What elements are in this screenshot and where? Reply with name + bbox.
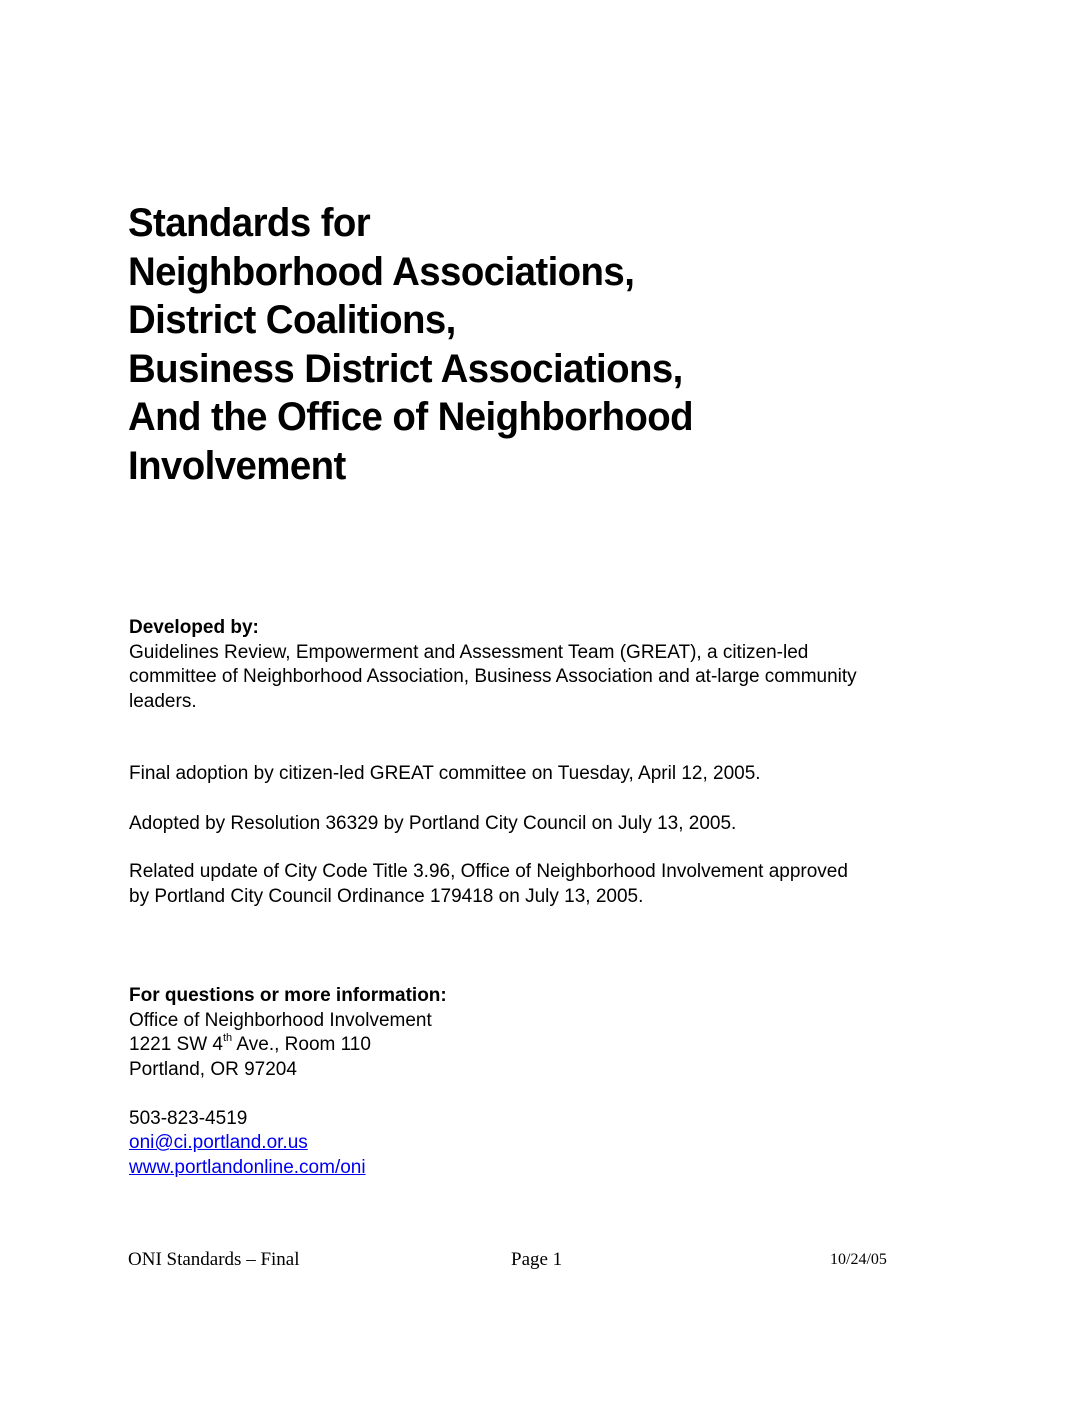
developed-by-text: leaders. bbox=[129, 690, 197, 712]
title-line: And the Office of Neighborhood bbox=[128, 395, 694, 439]
spacer bbox=[129, 1082, 989, 1107]
contact-section bbox=[129, 984, 989, 1180]
contact-phone: 503-823-4519 bbox=[129, 1107, 248, 1129]
final-adoption-text: Final adoption by citizen-led GREAT committee on Tuesday, April 12, 2005. bbox=[129, 763, 761, 784]
developed-by-section bbox=[129, 616, 989, 714]
related-update-text: Related update of City Code Title 3.96, Office of Neighborhood Involvement approved bbox=[129, 861, 848, 882]
email-line bbox=[129, 1131, 989, 1156]
resolution-text: Adopted by Resolution 36329 by Portland City Council on July 13, 2005. bbox=[129, 813, 737, 834]
title-line: Neighborhood Associations, bbox=[128, 249, 635, 294]
related-update-section bbox=[129, 860, 989, 909]
footer-date: 10/24/05 bbox=[830, 1251, 887, 1268]
resolution-section bbox=[129, 812, 989, 837]
website-line bbox=[129, 1156, 989, 1181]
final-adoption-section bbox=[129, 762, 989, 787]
document-title bbox=[128, 199, 888, 490]
related-update-text: by Portland City Council Ordinance 179418 on July 13, 2005. bbox=[129, 885, 644, 907]
contact-office: Office of Neighborhood Involvement bbox=[129, 1009, 432, 1031]
website-link[interactable]: www.portlandonline.com/oni bbox=[129, 1156, 366, 1178]
contact-address bbox=[129, 1033, 989, 1058]
developed-by-heading: Developed by: bbox=[129, 617, 259, 638]
developed-by-text: Guidelines Review, Empowerment and Assessment Team (GREAT), a citizen-led bbox=[129, 641, 809, 663]
contact-city-state-zip: Portland, OR 97204 bbox=[129, 1058, 297, 1080]
developed-by-text: committee of Neighborhood Association, Business Association and at-large community bbox=[129, 666, 857, 687]
footer-document-name: ONI Standards – Final bbox=[128, 1249, 300, 1270]
address-prefix: 1221 SW 4 bbox=[129, 1034, 223, 1055]
title-line: Involvement bbox=[128, 443, 346, 488]
footer-page-number: Page 1 bbox=[511, 1249, 563, 1270]
page-footer bbox=[128, 1248, 908, 1272]
address-superscript: th bbox=[223, 1031, 233, 1044]
title-line: District Coalitions, bbox=[128, 298, 456, 342]
email-link[interactable]: oni@ci.portland.or.us bbox=[129, 1132, 308, 1153]
title-line: Standards for bbox=[128, 201, 371, 245]
address-suffix: Ave., Room 110 bbox=[232, 1034, 371, 1055]
title-line: Business District Associations, bbox=[128, 346, 683, 391]
contact-heading: For questions or more information: bbox=[129, 985, 447, 1006]
